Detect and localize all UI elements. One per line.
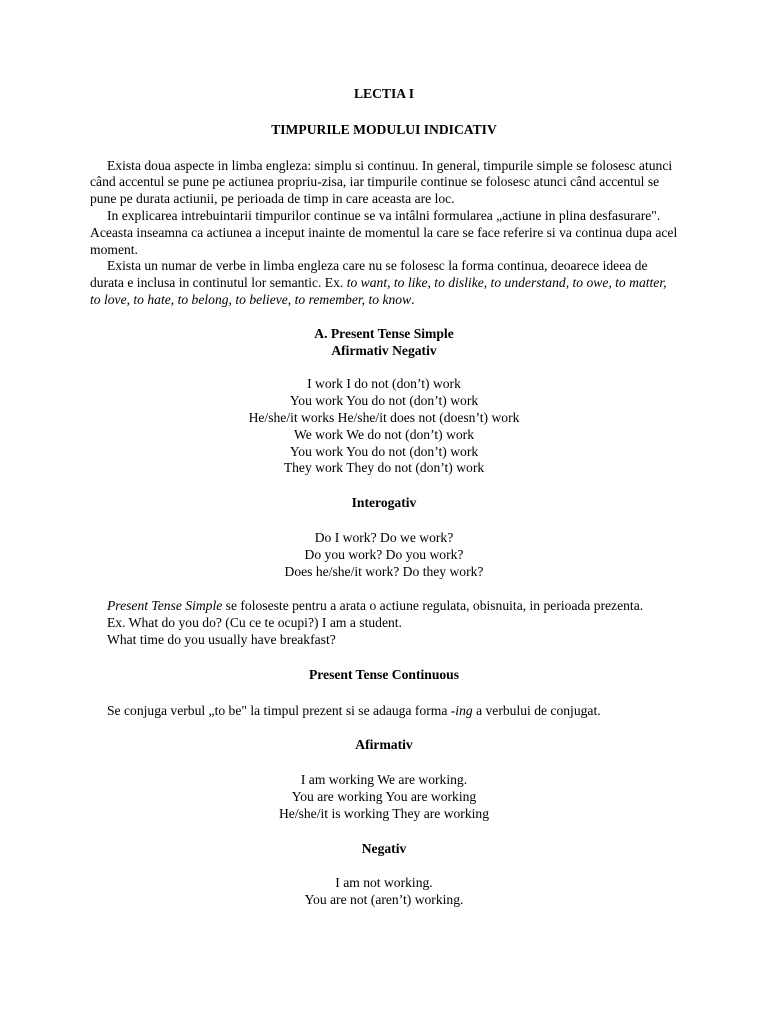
subheading-afirmativ-negativ: Afirmativ Negativ	[331, 342, 437, 358]
lesson-title: LECTIA I	[353, 86, 415, 101]
section-heading-present-continuous: Present Tense Continuous	[308, 666, 460, 682]
conjugation-line: He/she/it is working They are working	[278, 805, 490, 821]
conjugation-line: You are not (aren’t) working.	[304, 892, 464, 908]
formation-ing: ing	[455, 702, 473, 718]
intro-paragraph-3-text: Exista un numar de verbe in limba engleza care nu se folosesc la forma continua, deoarece ideea de durata e inclusa in continutul lor semantic. Ex.	[90, 258, 648, 291]
intro-paragraph-3	[90, 258, 678, 308]
affirm-negative-table	[90, 376, 678, 477]
interrogative-table	[90, 530, 678, 580]
intro-paragraph-2: In explicarea intrebuintarii timpurilor continue se va intâlni formularea „actiune in plina desfasurare". Aceasta inseamna ca actiunea a inceput inainte de momentul la care se face referire si va continua dupa acel moment.	[90, 207, 678, 257]
conjugation-line: He/she/it works He/she/it does not (doesn’t) work	[248, 409, 520, 425]
conjugation-line: You are working You are working	[291, 788, 477, 804]
subheading-negativ: Negativ	[361, 840, 407, 856]
subheading-interogativ: Interogativ	[351, 495, 417, 511]
formation-text-2: a verbului de conjugat.	[472, 702, 601, 718]
continuous-negative-table	[90, 875, 678, 909]
conjugation-line: We work We do not (don’t) work	[293, 426, 475, 442]
conjugation-line: They work They do not (don’t) work	[283, 460, 485, 476]
continuous-affirmative-table	[90, 772, 678, 822]
intro-paragraph-3-end: .	[411, 291, 415, 307]
formation-paragraph	[90, 703, 678, 720]
conjugation-line: I am not working.	[335, 875, 433, 891]
conjugation-line: I work I do not (don’t) work	[307, 376, 461, 392]
conjugation-line: Do you work? Do you work?	[304, 546, 464, 562]
usage-text: se foloseste pentru a arata o actiune regulata, obisnuita, in perioada prezenta.	[222, 598, 644, 614]
conjugation-line: You work You do not (don’t) work	[289, 443, 479, 459]
main-title: TIMPURILE MODULUI INDICATIV	[271, 121, 497, 137]
usage-term: Present Tense Simple	[107, 598, 223, 614]
verb-list: to want, to like, to dislike, to understand, to owe, to matter, to love, to hate, to belong, to believe, to remember, to know	[90, 275, 667, 307]
conjugation-line: You work You do not (don’t) work	[289, 393, 479, 409]
document-page	[90, 86, 678, 909]
conjugation-line: I am working We are working.	[300, 772, 468, 788]
subheading-afirmativ: Afirmativ	[355, 737, 413, 753]
conjugation-line: Do I work? Do we work?	[314, 529, 454, 545]
example-line-1: Ex. What do you do? (Cu ce te ocupi?) I am a student.	[107, 615, 402, 631]
formation-text-1: Se conjuga verbul „to be" la timpul prezent si se adauga forma -	[107, 702, 456, 718]
conjugation-line: Does he/she/it work? Do they work?	[284, 563, 484, 579]
intro-paragraph-1: Exista doua aspecte in limba engleza: simplu si continuu. In general, timpurile simple se folosesc atunci când accentul se pune pe actiunea propriu-zisa, iar timpurile continue se folosesc atunci când accentul se pune pe durata actiunii, pe perioada de timp in care aceasta are loc.	[90, 157, 673, 207]
section-heading-present-simple: A. Present Tense Simple	[314, 325, 454, 341]
example-line-2: What time do you usually have breakfast?	[107, 631, 336, 647]
usage-paragraph	[90, 598, 678, 615]
